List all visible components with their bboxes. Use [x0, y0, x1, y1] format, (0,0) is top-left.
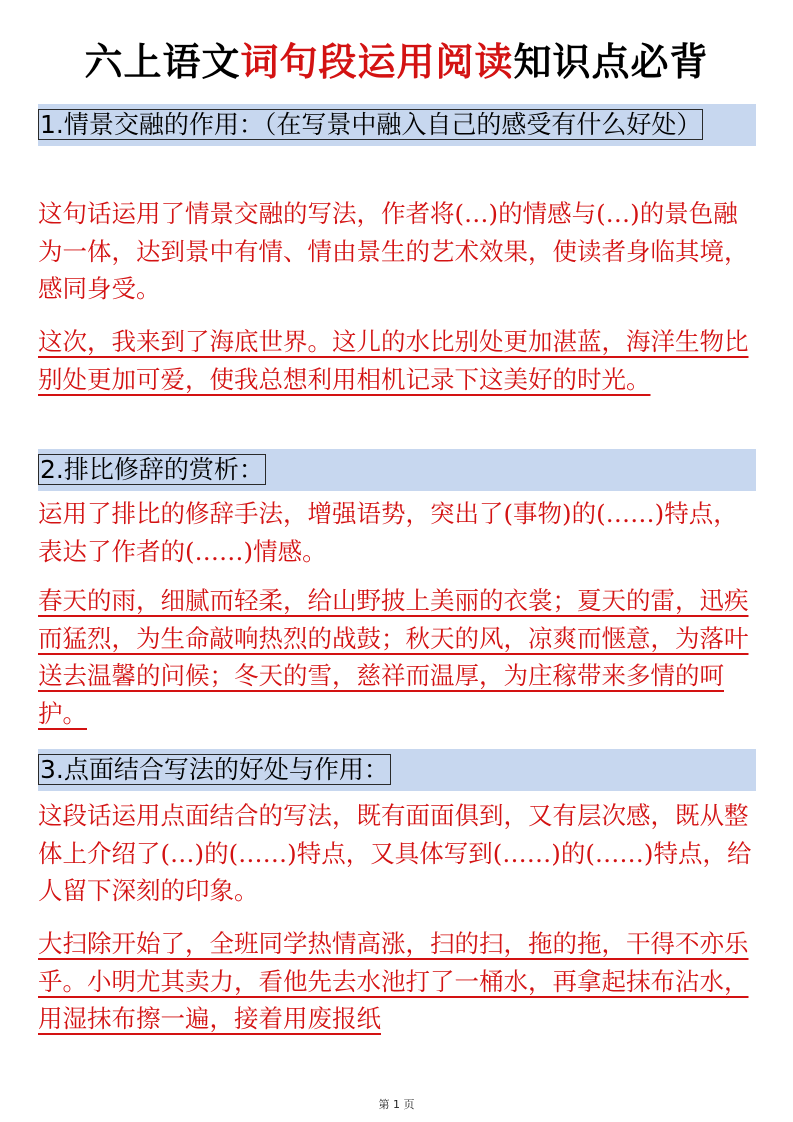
title-part-1: 六上语文 — [84, 40, 241, 84]
title-part-2: 词句段运用阅读 — [240, 40, 514, 84]
section-3-explanation: 这段话运用点面结合的写法，既有面面俱到，又有层次感，既从整体上介绍了(…)的(……)特点，又具体写到(……)的(……)特点，给人留下深刻的印象。 — [38, 801, 752, 905]
section-1-explanation: 这句话运用了情景交融的写法，作者将(…)的情感与(…)的景色融为一体，达到景中有情、情由景生的艺术效果，使读者身临其境，感同身受。 — [38, 199, 749, 303]
section-3-heading-text: 3.点面结合写法的好处与作用： — [40, 755, 389, 784]
section-2-heading-text: 2.排比修辞的赏析： — [40, 455, 264, 484]
title-part-3: 知识点必背 — [513, 40, 709, 84]
section-2-explanation: 运用了排比的修辞手法，增强语势，突出了(事物)的(……)特点，表达了作者的(……)情感。 — [38, 499, 738, 566]
section-2-example-text: 春天的雨，细腻而轻柔，给山野披上美丽的衣裳；夏天的雷，迅疾而猛烈，为生命敲响热烈的战鼓；秋天的风，凉爽而惬意，为落叶送去温馨的问候；冬天的雪，慈祥而温厚，为庄稼带来多情的呵护。 — [38, 586, 749, 728]
section-1-heading — [38, 104, 756, 146]
section-3-example-text: 大扫除开始了，全班同学热情高涨，扫的扫，拖的拖，干得不亦乐乎。小明尤其卖力，看他先去水池打了一桶水，再拿起抹布沾水，用湿抹布擦一遍，接着用废报纸 — [38, 929, 749, 1033]
page-number: 第 1 页 — [378, 1098, 415, 1111]
section-3-example — [38, 925, 758, 1038]
section-1-example — [38, 323, 758, 398]
section-1-heading-text: 1.情景交融的作用：（在写景中融入自己的感受有什么好处） — [40, 110, 702, 139]
section-3-heading — [38, 749, 756, 791]
section-2-example — [38, 582, 758, 732]
section-1-example-text: 这次，我来到了海底世界。这儿的水比别处更加湛蓝，海洋生物比别处更加可爱，使我总想利用相机记录下这美好的时光。 — [38, 327, 749, 394]
section-2-heading — [38, 449, 756, 491]
page-title — [0, 42, 793, 84]
